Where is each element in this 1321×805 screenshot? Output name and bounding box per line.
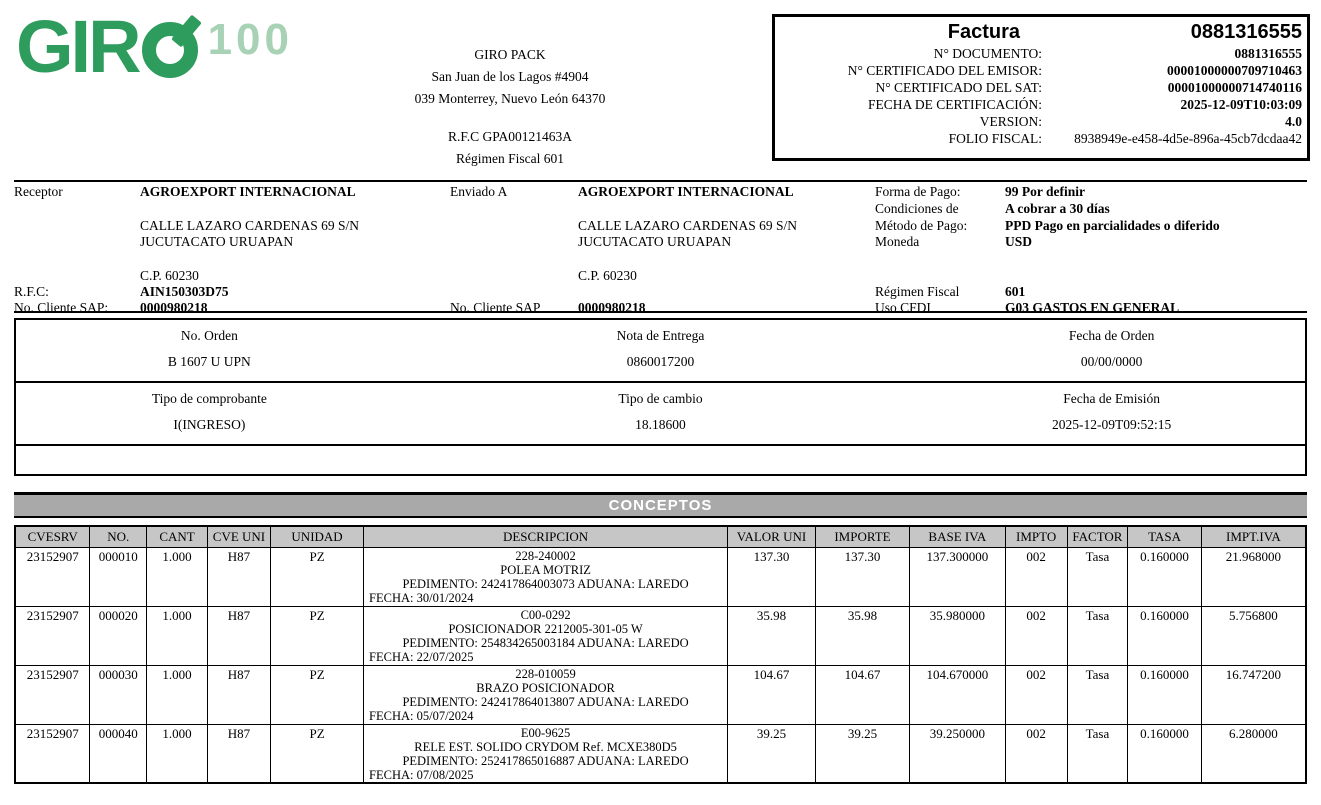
fecha-emision-label: Fecha de Emisión (1063, 391, 1160, 406)
cell-descripcion (364, 665, 728, 724)
cell-unidad: PZ (271, 547, 364, 606)
cell-cant: 1.000 (147, 606, 208, 665)
table-row (15, 724, 1306, 783)
invoice-row-folio-fiscal (777, 131, 1302, 148)
invoice-label: FECHA DE CERTIFICACIÓN: (868, 97, 1042, 112)
col-header-factor: FACTOR (1067, 526, 1128, 547)
invoice-value: 2025-12-09T10:03:09 (1180, 97, 1302, 112)
cell-unidad: PZ (271, 606, 364, 665)
col-header-valor-uni: VALOR UNI (728, 526, 816, 547)
regimen-fiscal-label: Régimen Fiscal (875, 284, 960, 299)
emitter-rfc: R.F.C GPA00121463A (447, 129, 573, 144)
cell-impt-iva: 5.756800 (1201, 606, 1306, 665)
receptor-sap-label: No. Cliente SAP: (14, 300, 109, 315)
desc-code: 228-010059 (515, 666, 576, 681)
invoice-label: FOLIO FISCAL: (948, 131, 1042, 146)
invoice-value: 00001000000714740116 (1167, 80, 1302, 95)
invoice-label: N° CERTIFICADO DEL SAT: (875, 80, 1042, 95)
conceptos-table (14, 525, 1307, 784)
desc-pedimento: PEDIMENTO: 252417865016887 ADUANA: LAREDO (402, 753, 689, 768)
cell-factor: Tasa (1067, 547, 1128, 606)
cell-impt-iva: 21.968000 (1201, 547, 1306, 606)
col-header-importe: IMPORTE (815, 526, 909, 547)
moneda-label: Moneda (875, 234, 920, 249)
invoice-label: N° CERTIFICADO DEL EMISOR: (847, 63, 1042, 78)
tipo-comprobante-label: Tipo de comprobante (151, 391, 267, 406)
col-header-cvesrv: CVESRV (15, 526, 90, 547)
cell-cve-uni: H87 (207, 724, 270, 783)
cell-cvesrv: 23152907 (15, 547, 90, 606)
cell-base-iva: 35.980000 (910, 606, 1006, 665)
col-header-unidad: UNIDAD (271, 526, 364, 547)
enviado-sap-label: No. Cliente SAP (450, 300, 541, 315)
invoice-row-documento (777, 46, 1302, 63)
nota-entrega-value: 0860017200 (626, 354, 695, 369)
no-orden-label: No. Orden (180, 328, 238, 343)
order-box (14, 318, 1307, 476)
cell-cvesrv: 23152907 (15, 665, 90, 724)
regimen-fiscal-value: 601 (1005, 284, 1026, 299)
cell-importe: 104.67 (815, 665, 909, 724)
cell-cvesrv: 23152907 (15, 724, 90, 783)
cell-unidad: PZ (271, 724, 364, 783)
conceptos-banner (14, 492, 1307, 518)
spacer (340, 110, 680, 126)
table-row (15, 606, 1306, 665)
receptor-label: Receptor (14, 184, 63, 199)
no-orden-value: B 1607 U UPN (167, 354, 251, 369)
desc-name: POSICIONADOR 2212005-301-05 W (448, 621, 643, 636)
cell-impto: 002 (1005, 724, 1067, 783)
invoice-header-box (772, 14, 1310, 161)
cell-tasa: 0.160000 (1128, 547, 1202, 606)
cell-descripcion (364, 724, 728, 783)
order-section-1 (16, 320, 1305, 383)
desc-pedimento: PEDIMENTO: 242417864013807 ADUANA: LAREDO (402, 694, 689, 709)
cell-valor-uni: 137.30 (728, 547, 816, 606)
fecha-emision-value: 2025-12-09T09:52:15 (1052, 417, 1172, 432)
conceptos-banner-title: CONCEPTOS (608, 497, 713, 514)
emitter-name: GIRO PACK (474, 47, 546, 62)
cell-base-iva: 104.670000 (910, 665, 1006, 724)
cell-unidad: PZ (271, 665, 364, 724)
enviado-address-1: CALLE LAZARO CARDENAS 69 S/N (578, 218, 798, 233)
receptor-name: AGROEXPORT INTERNACIONAL (140, 184, 356, 199)
cell-factor: Tasa (1067, 606, 1128, 665)
tipo-cambio-label: Tipo de cambio (618, 391, 703, 406)
invoice-row-cert-sat (777, 80, 1302, 97)
col-header-base-iva: BASE IVA (910, 526, 1006, 547)
enviado-address-2: JUCUTACATO URUAPAN (578, 234, 732, 249)
col-header-impt-iva: IMPT.IVA (1201, 526, 1306, 547)
desc-code: 228-240002 (515, 548, 576, 563)
order-section-2 (16, 383, 1305, 446)
tipo-cambio-value: 18.18600 (635, 417, 686, 432)
emitter-regimen: Régimen Fiscal 601 (456, 151, 564, 166)
order-values-1 (16, 349, 1305, 375)
uso-cfdi-value: G03 GASTOS EN GENERAL (1005, 300, 1180, 315)
emitter-block (340, 44, 680, 170)
cell-valor-uni: 35.98 (728, 606, 816, 665)
cell-impto: 002 (1005, 606, 1067, 665)
cell-factor: Tasa (1067, 665, 1128, 724)
cell-cve-uni: H87 (207, 665, 270, 724)
giro-logo (16, 5, 293, 88)
conceptos-header-row (15, 526, 1306, 547)
moneda-value: USD (1005, 234, 1033, 249)
invoice-label: N° DOCUMENTO: (933, 46, 1042, 61)
cell-cve-uni: H87 (207, 547, 270, 606)
invoice-value: 4.0 (1285, 114, 1302, 129)
invoice-value: 00001000000709710463 (1167, 63, 1302, 78)
cell-impt-iva: 16.747200 (1201, 665, 1306, 724)
cell-cant: 1.000 (147, 547, 208, 606)
receptor-sap: 0000980218 (140, 300, 208, 315)
table-row (15, 547, 1306, 606)
desc-code: C00-0292 (520, 607, 571, 622)
receptor-rfc-label: R.F.C: (14, 284, 49, 299)
cell-importe: 35.98 (815, 606, 909, 665)
invoice-label: VERSION: (979, 114, 1042, 129)
cell-tasa: 0.160000 (1128, 724, 1202, 783)
enviado-sap: 0000980218 (578, 300, 646, 315)
order-values-2 (16, 412, 1305, 438)
cell-cant: 1.000 (147, 665, 208, 724)
desc-fecha: FECHA: 30/01/2024 (369, 590, 474, 605)
col-header-descripcion: DESCRIPCION (364, 526, 728, 547)
cell-cant: 1.000 (147, 724, 208, 783)
cell-valor-uni: 39.25 (728, 724, 816, 783)
table-row (15, 665, 1306, 724)
invoice-title-row (777, 19, 1302, 46)
cell-valor-uni: 104.67 (728, 665, 816, 724)
cell-no: 000030 (90, 665, 147, 724)
invoice-row-version (777, 114, 1302, 131)
cell-no: 000020 (90, 606, 147, 665)
invoice-row-fecha-cert (777, 97, 1302, 114)
receptor-cp: C.P. 60230 (140, 268, 199, 283)
condiciones-value: A cobrar a 30 días (1005, 201, 1110, 216)
cell-cve-uni: H87 (207, 606, 270, 665)
cell-impto: 002 (1005, 665, 1067, 724)
receptor-address-2: JUCUTACATO URUAPAN (140, 234, 294, 249)
logo-100-text: 100 (207, 15, 293, 64)
col-header-cant: CANT (147, 526, 208, 547)
cell-tasa: 0.160000 (1128, 606, 1202, 665)
desc-code: E00-9625 (520, 725, 571, 740)
parties-section (14, 180, 1307, 313)
cell-cvesrv: 23152907 (15, 606, 90, 665)
cell-no: 000010 (90, 547, 147, 606)
cell-factor: Tasa (1067, 724, 1128, 783)
forma-pago-value: 99 Por definir (1005, 184, 1085, 199)
cell-importe: 39.25 (815, 724, 909, 783)
cell-impt-iva: 6.280000 (1201, 724, 1306, 783)
cell-descripcion (364, 606, 728, 665)
col-header-tasa: TASA (1128, 526, 1202, 547)
conceptos-body (15, 547, 1306, 783)
forma-pago-label: Forma de Pago: (875, 184, 961, 199)
condiciones-label: Condiciones de (875, 201, 959, 216)
col-header-impto: IMPTO (1005, 526, 1067, 547)
desc-name: BRAZO POSICIONADOR (476, 680, 615, 695)
invoice-value: 8938949e-e458-4d5e-896a-45cb7dcdaa42 (1074, 131, 1302, 146)
desc-fecha: FECHA: 07/08/2025 (369, 767, 474, 782)
nota-entrega-label: Nota de Entrega (616, 328, 705, 343)
metodo-pago-label: Método de Pago: (875, 218, 968, 233)
cell-base-iva: 39.250000 (910, 724, 1006, 783)
cell-tasa: 0.160000 (1128, 665, 1202, 724)
fecha-orden-value: 00/00/0000 (1080, 354, 1143, 369)
metodo-pago-value: PPD Pago en parcialidades o diferido (1005, 218, 1220, 233)
desc-pedimento: PEDIMENTO: 242417864003073 ADUANA: LAREDO (402, 576, 689, 591)
order-headers-1 (16, 323, 1305, 349)
fecha-orden-label: Fecha de Orden (1068, 328, 1155, 343)
enviado-name: AGROEXPORT INTERNACIONAL (578, 184, 794, 199)
uso-cfdi-label: Uso CFDI (875, 300, 931, 315)
invoice-folio-number: 0881316555 (1190, 21, 1302, 43)
cell-base-iva: 137.300000 (910, 547, 1006, 606)
enviado-cp: C.P. 60230 (578, 268, 637, 283)
desc-name: RELE EST. SOLIDO CRYDOM Ref. MCXE380D5 (414, 739, 677, 754)
desc-name: POLEA MOTRIZ (500, 562, 591, 577)
invoice-row-cert-emisor (777, 63, 1302, 80)
receptor-rfc: AIN150303D75 (140, 284, 229, 299)
cell-importe: 137.30 (815, 547, 909, 606)
emitter-address-1: San Juan de los Lagos #4904 (431, 69, 589, 84)
cell-no: 000040 (90, 724, 147, 783)
logo-giro-text: GIR (16, 5, 139, 88)
receptor-address-1: CALLE LAZARO CARDENAS 69 S/N (140, 218, 360, 233)
cell-impto: 002 (1005, 547, 1067, 606)
invoice-title: Factura (947, 21, 1020, 43)
enviado-label: Enviado A (450, 184, 508, 199)
invoice-value: 0881316555 (1234, 46, 1302, 61)
tipo-comprobante-value: I(INGRESO) (173, 417, 246, 432)
desc-pedimento: PEDIMENTO: 254834265003184 ADUANA: LAREDO (402, 635, 689, 650)
desc-fecha: FECHA: 05/07/2024 (369, 708, 474, 723)
emitter-address-2: 039 Monterrey, Nuevo León 64370 (414, 91, 606, 106)
col-header-cve-uni: CVE UNI (207, 526, 270, 547)
desc-fecha: FECHA: 22/07/2025 (369, 649, 474, 664)
col-header-no: NO. (90, 526, 147, 547)
cell-descripcion (364, 547, 728, 606)
gauge-ring-icon (142, 22, 198, 78)
order-headers-2 (16, 386, 1305, 412)
